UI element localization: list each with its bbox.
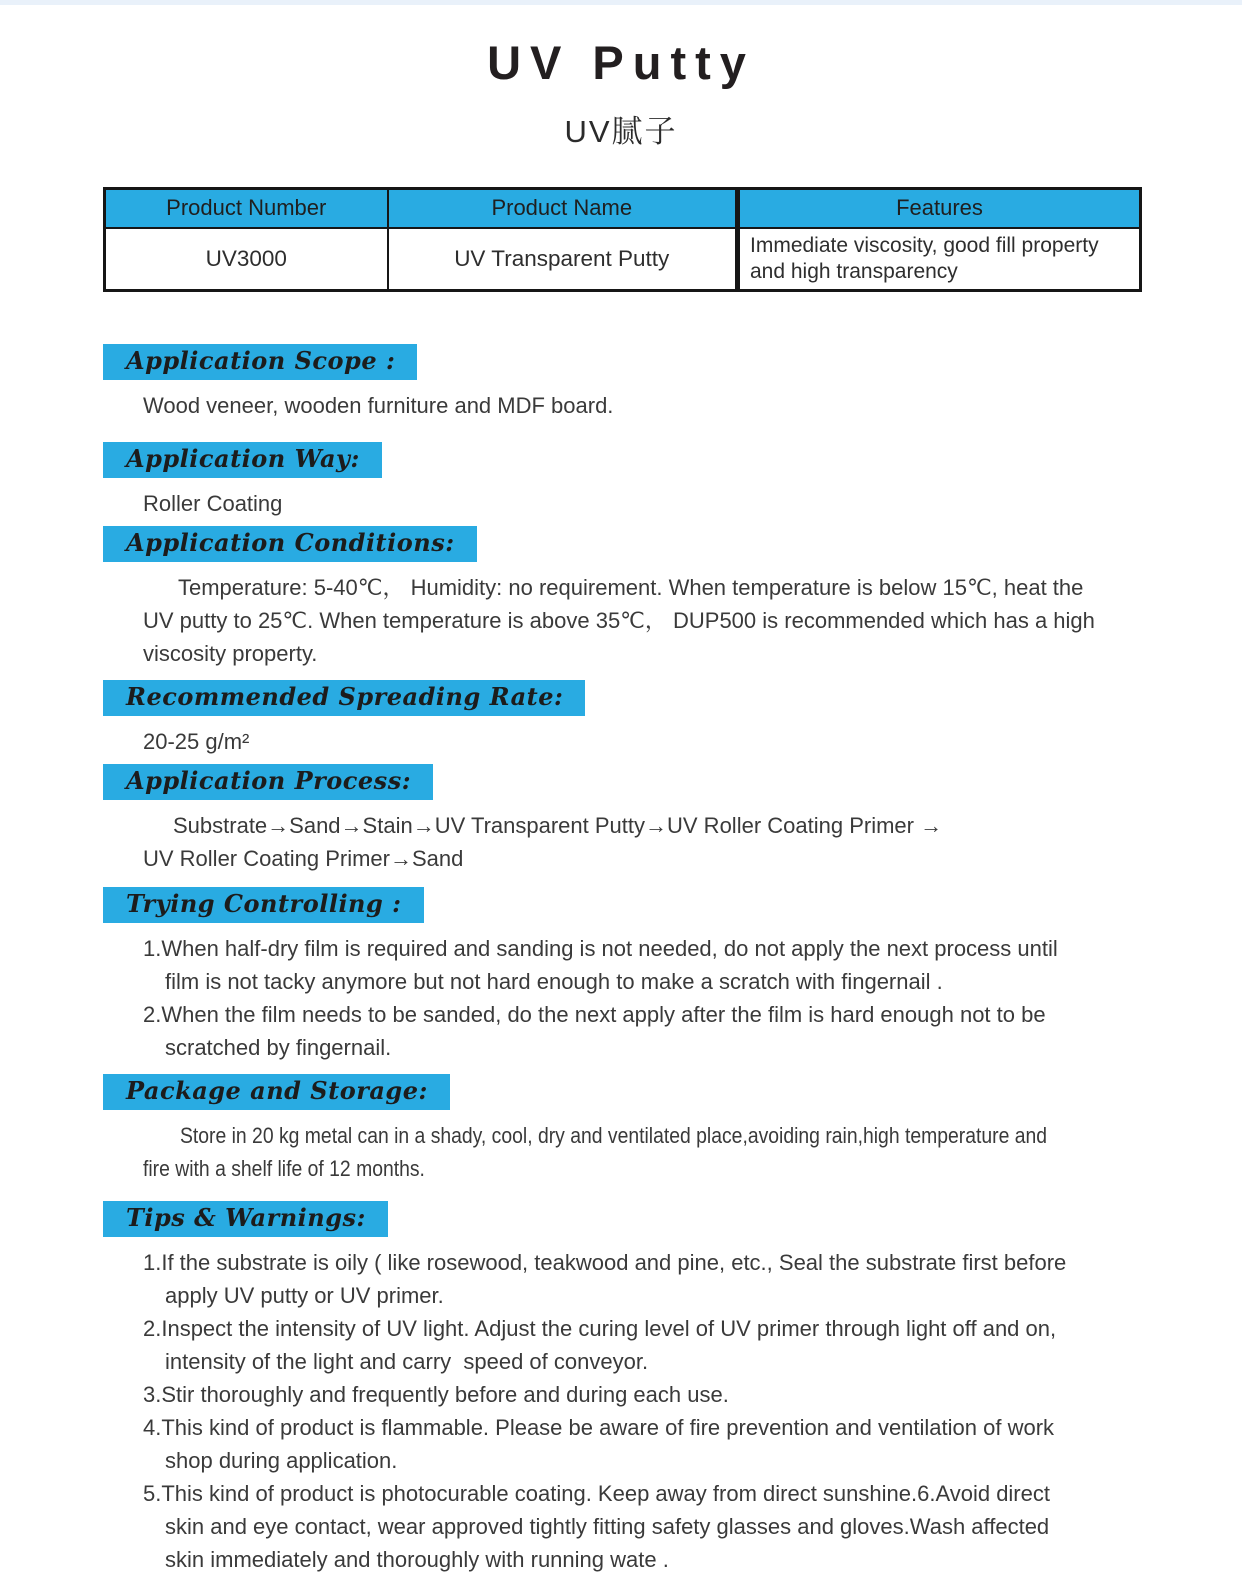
col-header-features: Features (738, 189, 1141, 228)
product-table (103, 187, 1142, 292)
body-line: Temperature: 5-40℃， Humidity: no requirement. When temperature is below 15℃, heat the (178, 574, 1084, 600)
page-title: UV Putty (487, 36, 755, 89)
section-application-scope (103, 344, 1163, 422)
section-application-way (103, 442, 1163, 520)
body-line: 1.If the substrate is oily ( like rosewood, teakwood and pine, etc., Seal the substrate first before (143, 1249, 1067, 1275)
cell-features: Immediate viscosity, good fill property and high transparency (738, 228, 1141, 291)
body-line: UV Roller Coating Primer→Sand (143, 845, 464, 871)
body-line: intensity of the light and carry speed of conveyor. (165, 1348, 649, 1374)
body-line: fire with a shelf life of 12 months. (143, 1155, 425, 1181)
body-line: 2.When the film needs to be sanded, do the next apply after the film is hard enough not to be (143, 1001, 1046, 1027)
section-recommended-spreading-rate (103, 680, 1163, 758)
body-line: 20-25 g/m² (143, 728, 250, 754)
document-body (103, 344, 1163, 1576)
body-line: skin immediately and thoroughly with running wate . (165, 1546, 669, 1572)
body-line: scratched by fingernail. (165, 1034, 392, 1060)
section-package-and-storage (103, 1074, 1163, 1185)
body-line: 4.This kind of product is flammable. Please be aware of fire prevention and ventilation of work (143, 1414, 1055, 1440)
product-table-header-row (105, 189, 1141, 228)
col-header-product-name: Product Name (388, 189, 738, 228)
body-line: 2.Inspect the intensity of UV light. Adjust the curing level of UV primer through light off and on, (143, 1315, 1057, 1341)
body-line: Store in 20 kg metal can in a shady, cool, dry and ventilated place,avoiding rain,high temperature and (179, 1122, 1048, 1148)
body-line: Roller Coating (143, 490, 283, 516)
cell-product-number: UV3000 (105, 228, 388, 291)
heading-tips-and-warnings: Tips & Warnings: (103, 1201, 388, 1237)
body-line: 1.When half-dry film is required and sanding is not needed, do not apply the next process until (143, 935, 1058, 961)
section-trying-controlling (103, 887, 1163, 1064)
section-tips-and-warnings (103, 1201, 1163, 1576)
body-line: apply UV putty or UV primer. (165, 1282, 444, 1308)
body-line: 5.This kind of product is photocurable coating. Keep away from direct sunshine.6.Avoid direct (143, 1480, 1050, 1506)
page-subtitle: UV腻子 (564, 114, 678, 149)
product-table-row (105, 228, 1141, 291)
heading-application-process: Application Process: (103, 764, 433, 800)
heading-trying-controlling: Trying Controlling : (103, 887, 424, 923)
body-line: viscosity property. (143, 640, 318, 666)
section-application-conditions (103, 526, 1163, 670)
body-line: 3.Stir thoroughly and frequently before and during each use. (143, 1381, 729, 1407)
cell-product-name: UV Transparent Putty (388, 228, 738, 291)
section-application-process (103, 764, 1163, 875)
heading-package-and-storage: Package and Storage: (103, 1074, 450, 1110)
body-line: Substrate→Sand→Stain→UV Transparent Putty→UV Roller Coating Primer → (173, 812, 943, 838)
body-line: shop during application. (165, 1447, 398, 1473)
body-line: film is not tacky anymore but not hard enough to make a scratch with fingernail . (165, 968, 943, 994)
body-line: UV putty to 25℃. When temperature is above 35℃， DUP500 is recommended which has a high (143, 607, 1095, 633)
body-line: skin and eye contact, wear approved tightly fitting safety glasses and gloves.Wash affected (165, 1513, 1050, 1539)
body-line: Wood veneer, wooden furniture and MDF board. (143, 392, 614, 418)
heading-application-way: Application Way: (103, 442, 382, 478)
top-strip (0, 0, 1242, 5)
heading-application-conditions: Application Conditions: (103, 526, 477, 562)
heading-application-scope: Application Scope : (103, 344, 417, 380)
col-header-product-number: Product Number (105, 189, 388, 228)
heading-recommended-spreading-rate: Recommended Spreading Rate: (103, 680, 585, 716)
